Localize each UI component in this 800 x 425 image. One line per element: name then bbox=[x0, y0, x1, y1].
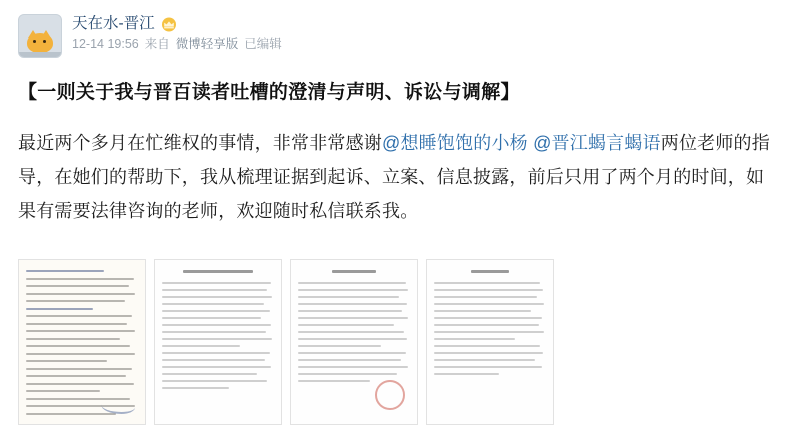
post-image-statement-doc-3[interactable] bbox=[290, 259, 418, 425]
post-meta bbox=[72, 36, 282, 52]
paragraph-segment-1: 最近两个多月在忙维权的事情，非常非常感谢 bbox=[18, 133, 382, 153]
red-seal-icon bbox=[375, 380, 405, 410]
document-lines bbox=[162, 270, 274, 418]
post-image-statement-doc-2[interactable] bbox=[154, 259, 282, 425]
post-image-statement-doc-4[interactable] bbox=[426, 259, 554, 425]
handwritten-lines bbox=[26, 270, 138, 418]
cat-avatar-icon-eye-left bbox=[33, 40, 36, 43]
post-image-handwritten-note-1[interactable] bbox=[18, 259, 146, 425]
post-timestamp: 12-14 19:56 bbox=[72, 37, 139, 51]
header-text-block bbox=[72, 14, 282, 52]
source-prefix: 来自 bbox=[144, 37, 170, 51]
document-lines bbox=[434, 270, 546, 418]
post-paragraph bbox=[18, 126, 780, 228]
cat-avatar-icon-body bbox=[27, 33, 53, 53]
post-headline: 【一则关于我与晋百读者吐槽的澄清与声明、诉讼与调解】 bbox=[18, 82, 520, 103]
author-row bbox=[72, 15, 282, 33]
post-image-strip bbox=[18, 259, 554, 425]
post-content bbox=[18, 80, 782, 228]
post-source[interactable]: 微博轻享版 bbox=[175, 37, 239, 51]
crown-badge-icon[interactable] bbox=[161, 17, 177, 32]
author-name[interactable]: 天在水-晋江 bbox=[72, 15, 155, 32]
edited-label[interactable]: 已编辑 bbox=[244, 37, 282, 51]
cat-avatar-icon-eye-right bbox=[43, 40, 46, 43]
paragraph-segment-2: 两位老师的指导，在她们的帮助下，我从梳理证据到起诉、立案、信息披露，前后只用了两个月的时间，如果有需要法律咨询的老师，欢迎随时私信联系我。 bbox=[18, 133, 770, 221]
mention-link-2[interactable]: @晋江蝎言蝎语 bbox=[533, 133, 661, 153]
avatar-shelf bbox=[19, 52, 61, 57]
mention-link-1[interactable]: @想睡饱饱的小杨 bbox=[382, 133, 528, 153]
avatar[interactable] bbox=[18, 14, 62, 58]
post-header bbox=[18, 14, 782, 66]
